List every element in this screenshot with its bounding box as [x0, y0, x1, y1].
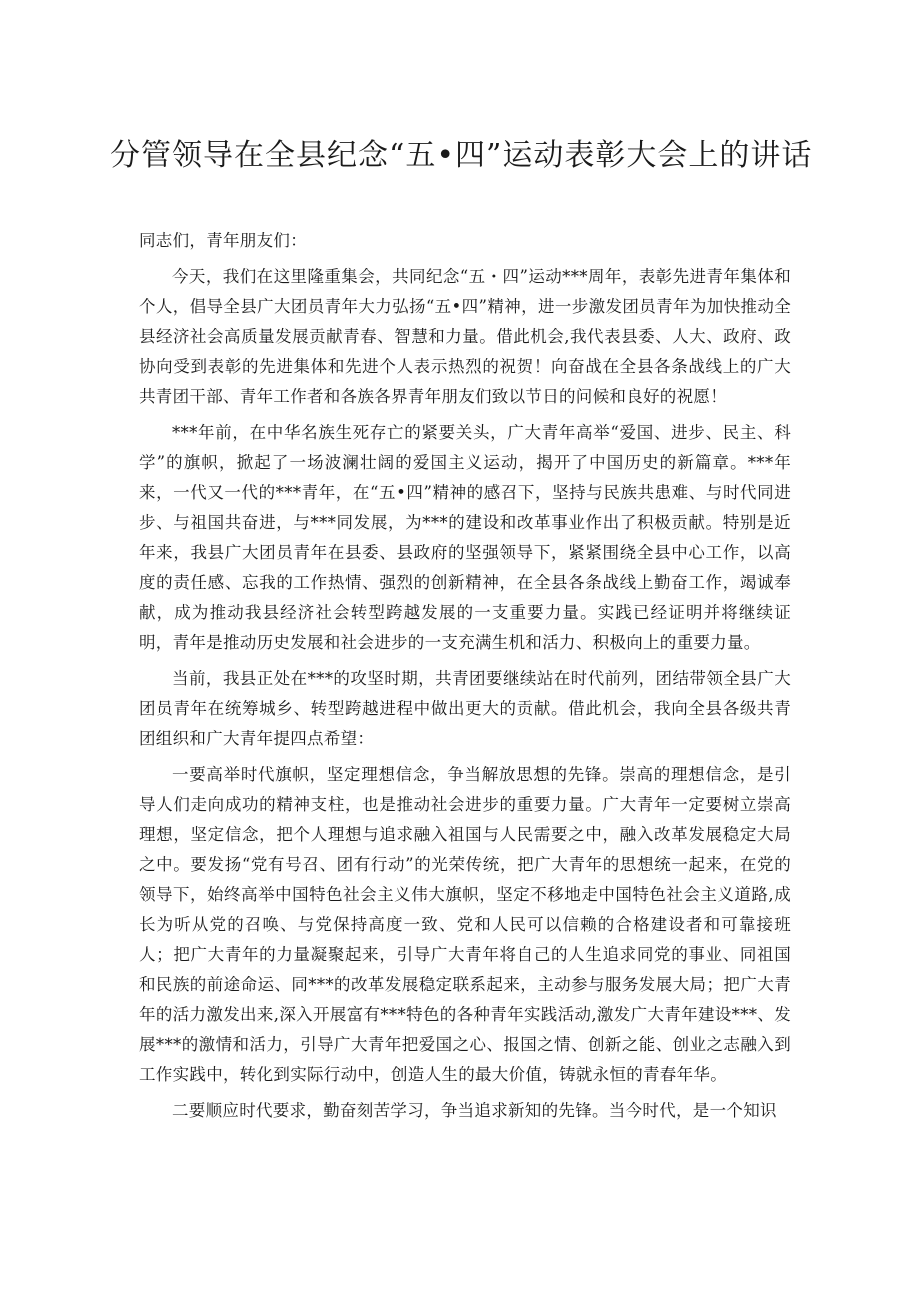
paragraph: 今天，我们在这里隆重集会，共同纪念“五・四”运动***周年，表彰先进青年集体和个人，倡导全县广大团员青年大力弘扬“五•四”精神，进一步激发团员青年为加快推动全县经济社会高质量发展贡献青春、智慧和力量。借此机会,我代表县委、人大、政府、政协向受到表彰的先进集体和先进个人表示热烈的祝贺！向奋战在全县各条战线上的广大共青团干部、青年工作者和各族各界青年朋友们致以节日的问候和良好的祝愿！ [139, 267, 791, 406]
paragraph: 二要顺应时代要求，勤奋刻苦学习，争当追求新知的先锋。当今时代，是一个知识 [172, 1101, 777, 1120]
paragraph: 一要高举时代旗帜，坚定理想信念，争当解放思想的先锋。崇高的理想信念，是引导人们走向成功的精神支柱，也是推动社会进步的重要力量。广大青年一定要树立崇高理想，坚定信念，把个人理想与追求融入祖国与人民需要之中，融入改革发展稳定大局之中。要发扬“党有号召、团有行动”的光荣传统，把广大青年的思想统一起来，在党的领导下，始终高举中国特色社会主义伟大旗帜，坚定不移地走中国特色社会主义道路,成长为听从党的召唤、与党保持高度一致、党和人民可以信赖的合格建设者和可靠接班人；把广大青年的力量凝聚起来，引导广大青年将自己的人生追求同党的事业、同祖国和民族的前途命运、同***的改革发展稳定联系起来，主动参与服务发展大局；把广大青年的活力激发出来,深入开展富有***特色的各种青年实践活动,激发广大青年建设***、发展***的激情和活力，引导广大青年把爱国之心、报国之情、创新之能、创业之志融入到工作实践中，转化到实际行动中，创造人生的最大价值，铸就永恒的青春年华。 [139, 765, 791, 1084]
paragraph: 当前，我县正处在***的攻坚时期，共青团要继续站在时代前列，团结带领全县广大团员青年在统筹城乡、转型跨越进程中做出更大的贡献。借此机会，我向全县各级共青团组织和广大青年提四点希望： [139, 669, 791, 748]
document-body [139, 226, 791, 1132]
document-title: 分管领导在全县纪念“五•四”运动表彰大会上的讲话 [110, 138, 813, 173]
greeting: 同志们，青年朋友们： [139, 231, 307, 250]
paragraph: ***年前，在中华名族生死存亡的紧要关头，广大青年高举“爱国、进步、民主、科学”的旗帜，掀起了一场波澜壮阔的爱国主义运动，揭开了中国历史的新篇章。***年来，一代又一代的***青年，在“五•四”精神的感召下，坚持与民族共患难、与时代同进步、与祖国共奋进，与***同发展，为***的建设和改革事业作出了积极贡献。特别是近年来，我县广大团员青年在县委、县政府的坚强领导下，紧紧围绕全县中心工作，以高度的责任感、忘我的工作热情、强烈的创新精神，在全县各条战线上勤奋工作，竭诚奉献，成为推动我县经济社会转型跨越发展的一支重要力量。实践已经证明并将继续证明，青年是推动历史发展和社会进步的一支充满生机和活力、积极向上的重要力量。 [139, 423, 791, 652]
